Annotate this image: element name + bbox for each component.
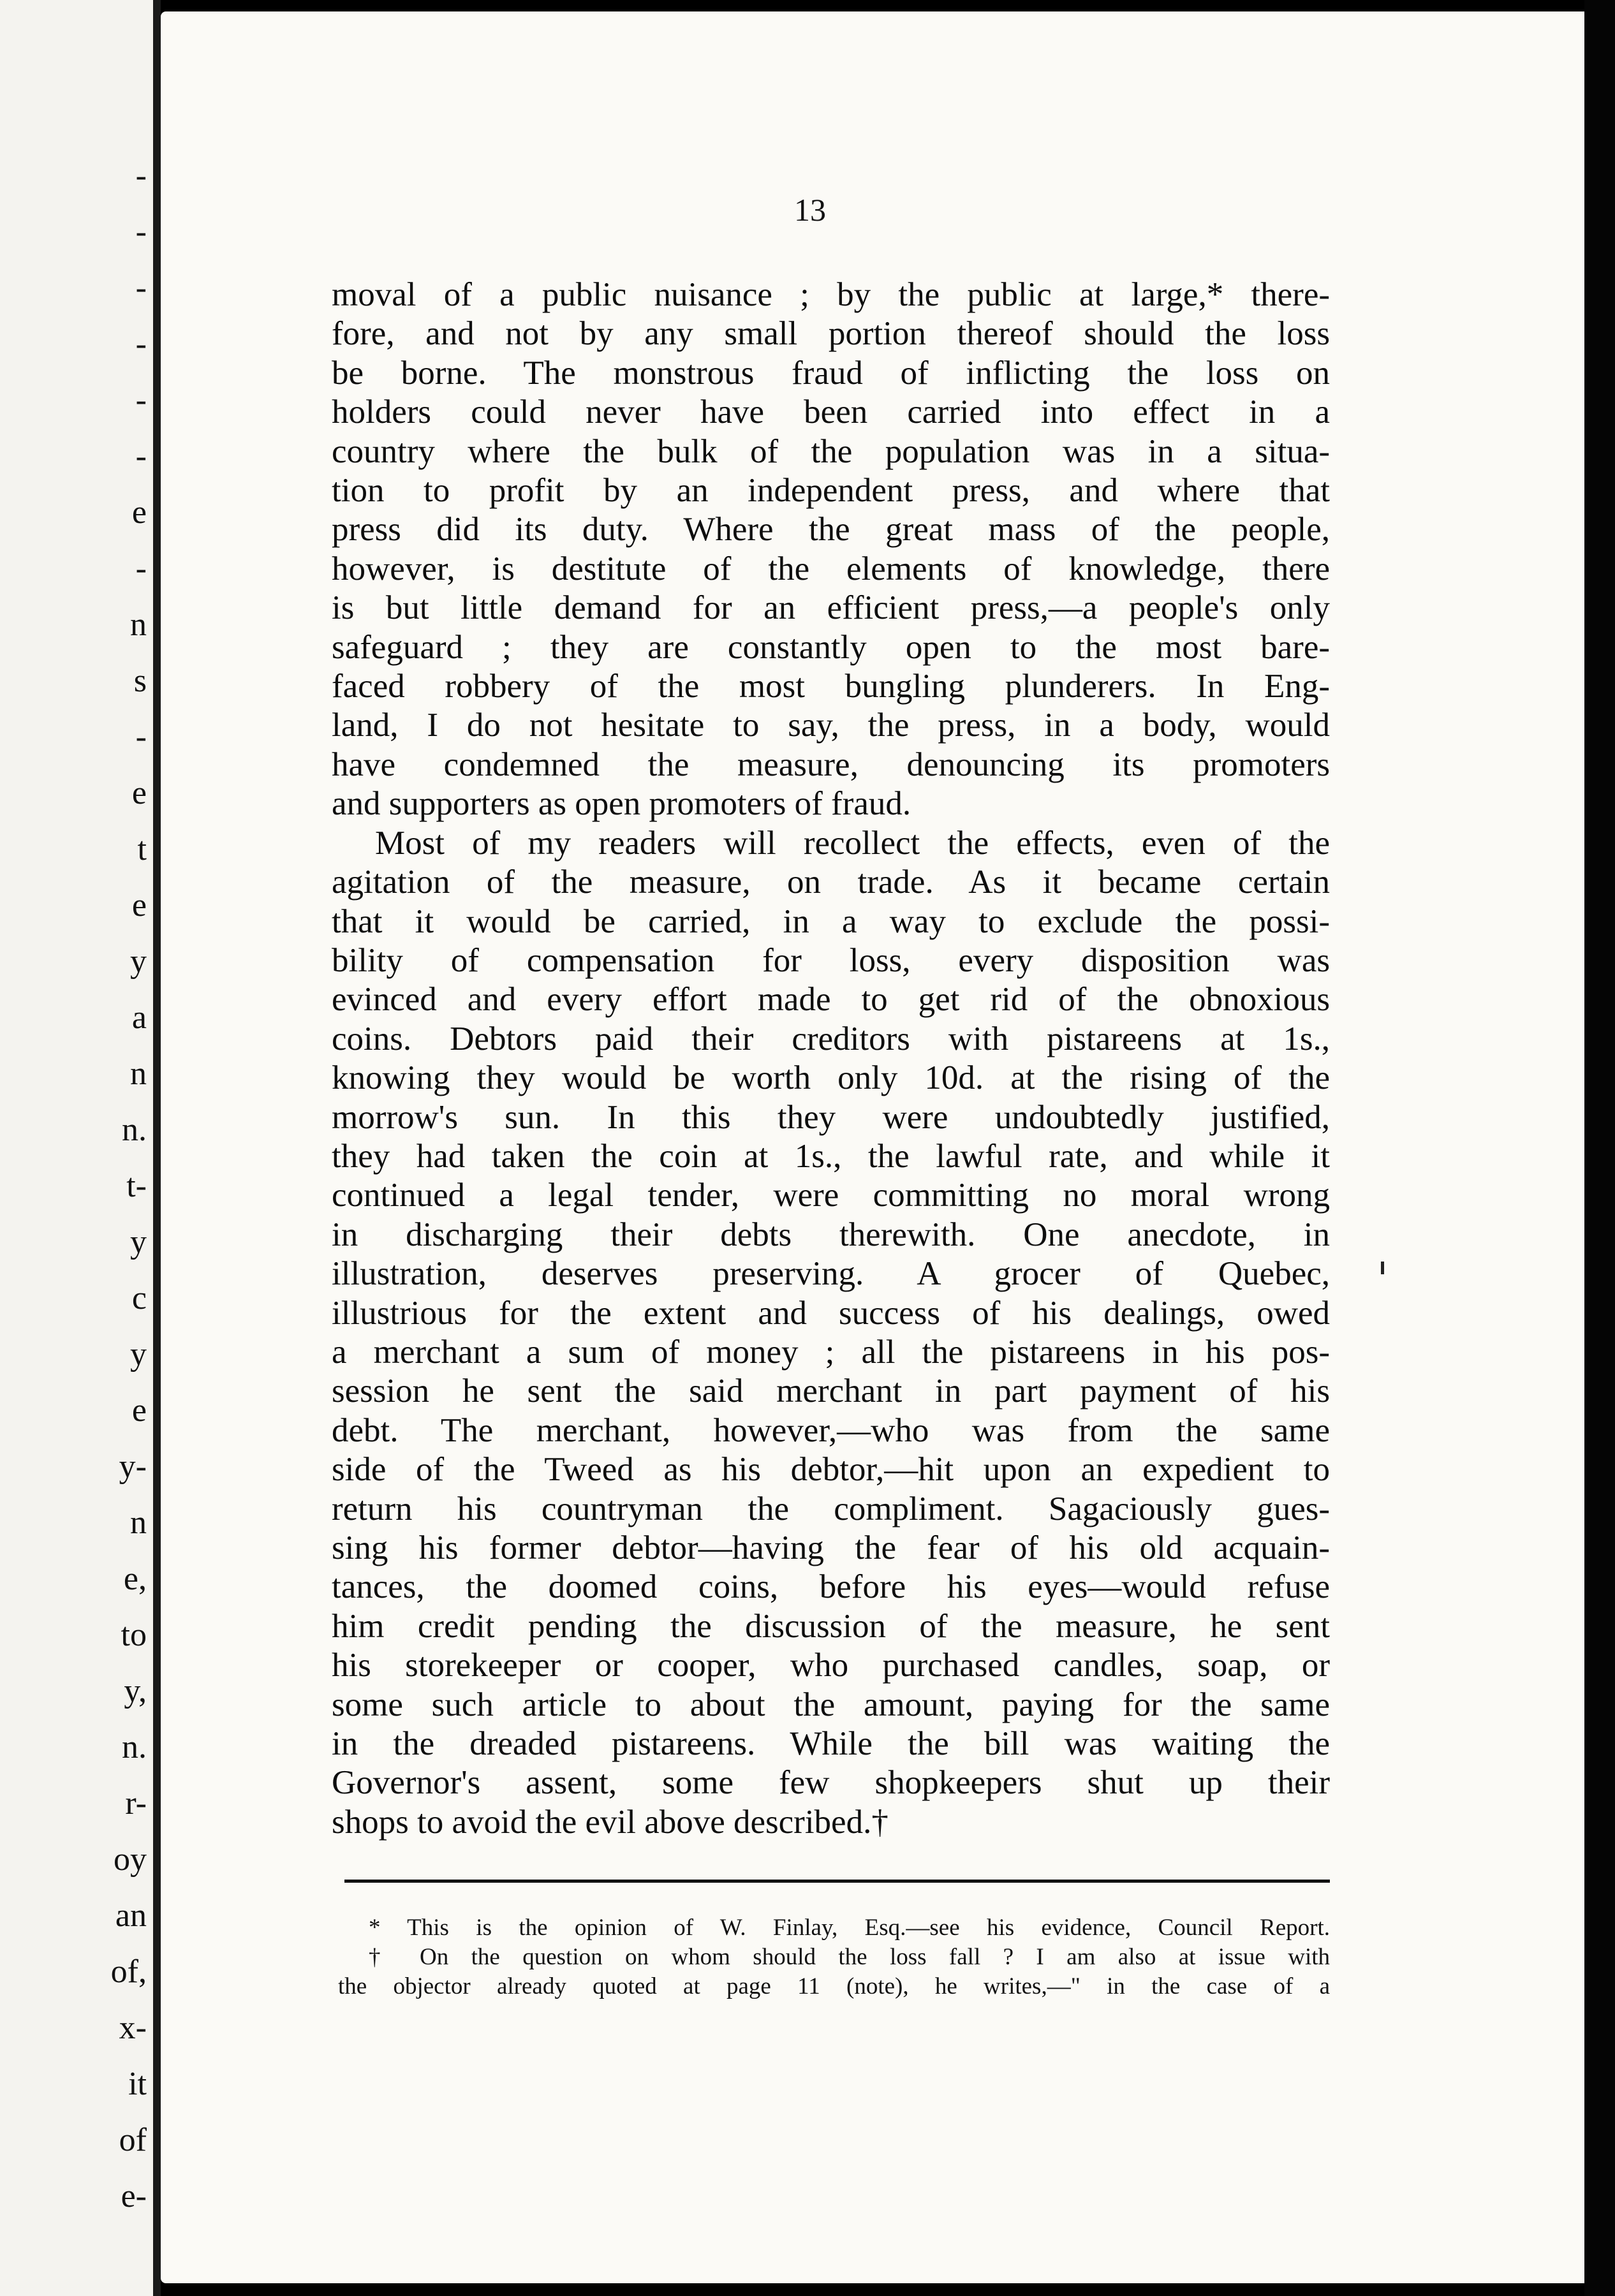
facing-page-fragment: e bbox=[131, 887, 147, 924]
text-line: in discharging their debts therewith. One anecdote, in bbox=[332, 1216, 1330, 1253]
text-line: shops to avoid the evil above described.† bbox=[332, 1803, 889, 1841]
text-line: tances, the doomed coins, before his eyes—would refuse bbox=[332, 1568, 1330, 1606]
text-line: however, is destitute of the elements of knowledge, there bbox=[332, 550, 1330, 587]
text-line: and supporters as open promoters of fraud. bbox=[332, 785, 911, 823]
facing-page-fragment: - bbox=[135, 214, 147, 250]
text-line: they had taken the coin at 1s., the lawful rate, and while it bbox=[332, 1137, 1330, 1175]
text-line: have condemned the measure, denouncing its promoters bbox=[332, 746, 1330, 783]
facing-page-fragment: y bbox=[130, 1336, 147, 1372]
facing-page-fragment: - bbox=[135, 382, 147, 418]
facing-page-fragment: t bbox=[137, 831, 147, 867]
facing-page-fragment: n bbox=[130, 1056, 147, 1092]
facing-page-fragment: x- bbox=[119, 2010, 147, 2046]
footnote-line: the objector already quoted at page 11 (note), he writes,—" in the case of a bbox=[338, 1973, 1330, 1999]
facing-page-fragment: - bbox=[135, 270, 147, 306]
text-line: illustration, deserves preserving. A grocer of Quebec, bbox=[332, 1255, 1330, 1293]
facing-page-fragment: of, bbox=[110, 1954, 147, 1990]
text-line: him credit pending the discussion of the measure, he sent bbox=[332, 1607, 1330, 1645]
facing-page-fragment: n. bbox=[122, 1729, 147, 1765]
facing-page-fragment: - bbox=[135, 158, 147, 194]
text-line: debt. The merchant, however,—who was from the same bbox=[332, 1411, 1330, 1449]
facing-page-fragment: a bbox=[131, 999, 147, 1036]
text-line: coins. Debtors paid their creditors with pistareens at 1s., bbox=[332, 1020, 1330, 1057]
text-line: side of the Tweed as his debtor,—hit upon an expedient to bbox=[332, 1451, 1330, 1489]
facing-page-fragment: t- bbox=[126, 1168, 147, 1204]
text-line: holders could never have been carried into effect in a bbox=[332, 394, 1330, 431]
page-right-shadow bbox=[1584, 0, 1615, 2296]
text-line: be borne. The monstrous fraud of inflicting the loss on bbox=[332, 354, 1330, 392]
facing-page-fragment: y- bbox=[119, 1448, 147, 1485]
footnote-rule bbox=[344, 1880, 1330, 1883]
facing-page-fragment: - bbox=[135, 326, 147, 362]
facing-page-fragment: n bbox=[130, 607, 147, 643]
text-line: fore, and not by any small portion thereof should the loss bbox=[332, 315, 1330, 353]
text-line: session he sent the said merchant in part payment of his bbox=[332, 1372, 1330, 1410]
text-line: tion to profit by an independent press, and where that bbox=[332, 472, 1330, 510]
facing-page-fragment: c bbox=[131, 1280, 147, 1316]
facing-page-fragment: - bbox=[135, 719, 147, 755]
facing-page-fragment: y bbox=[130, 943, 147, 980]
facing-page-fragment: e bbox=[131, 494, 147, 531]
text-line: continued a legal tender, were committing no moral wrong bbox=[332, 1177, 1330, 1214]
facing-page-fragment: r- bbox=[125, 1785, 147, 1821]
text-line: Most of my readers will recollect the effects, even of the bbox=[375, 824, 1330, 862]
facing-page-fragment: e, bbox=[123, 1561, 147, 1597]
text-line: sing his former debtor—having the fear of his old acquain- bbox=[332, 1529, 1330, 1566]
text-line: is but little demand for an efficient press,—a people's only bbox=[332, 589, 1330, 627]
facing-page-fragment: n bbox=[130, 1505, 147, 1541]
text-line: safeguard ; they are constantly open to the most bare- bbox=[332, 628, 1330, 666]
footnote-line: * This is the opinion of W. Finlay, Esq.—see his evidence, Council Report. bbox=[369, 1915, 1330, 1941]
footnotes bbox=[338, 1913, 1330, 2001]
facing-page-fragment: - bbox=[135, 438, 147, 475]
text-line: in the dreaded pistareens. While the bill was waiting the bbox=[332, 1725, 1330, 1763]
text-line: his storekeeper or cooper, who purchased candles, soap, or bbox=[332, 1647, 1330, 1684]
facing-page-edge bbox=[0, 0, 153, 2296]
facing-page-fragment: s bbox=[133, 663, 147, 699]
page-number: 13 bbox=[794, 192, 826, 228]
text-line: knowing they would be worth only 10d. at the rising of the bbox=[332, 1059, 1330, 1097]
text-line: agitation of the measure, on trade. As it became certain bbox=[332, 864, 1330, 901]
text-line: a merchant a sum of money ; all the pistareens in his pos- bbox=[332, 1333, 1330, 1371]
facing-page-fragment: oy bbox=[114, 1841, 147, 1878]
facing-page-fragment: e bbox=[131, 1392, 147, 1429]
text-line: bility of compensation for loss, every disposition was bbox=[332, 941, 1330, 979]
facing-page-fragment: e- bbox=[121, 2178, 147, 2214]
text-line: press did its duty. Where the great mass of the people, bbox=[332, 511, 1330, 548]
text-line: illustrious for the extent and success of his dealings, owed bbox=[332, 1294, 1330, 1332]
facing-page-fragment: it bbox=[128, 2066, 147, 2102]
text-line: return his countryman the compliment. Sagaciously gues- bbox=[332, 1490, 1330, 1527]
text-line: evinced and every effort made to get rid of the obnoxious bbox=[332, 981, 1330, 1019]
facing-page-fragment: an bbox=[115, 1897, 147, 1934]
facing-page-fragment: of bbox=[119, 2122, 147, 2158]
footnote-line: † On the question on whom should the loss fall ? I am also at issue with bbox=[369, 1944, 1330, 1970]
text-line: land, I do not hesitate to say, the press, in a body, would bbox=[332, 707, 1330, 744]
text-line: Governor's assent, some few shopkeepers shut up their bbox=[332, 1764, 1330, 1802]
text-line: faced robbery of the most bungling plunderers. In Eng- bbox=[332, 668, 1330, 705]
facing-page-fragment: to bbox=[121, 1617, 147, 1653]
text-line: country where the bulk of the population was in a situa- bbox=[332, 432, 1330, 470]
stray-mark bbox=[1381, 1262, 1384, 1274]
facing-page-fragment: y, bbox=[124, 1673, 147, 1709]
text-line: morrow's sun. In this they were undoubtedly justified, bbox=[332, 1098, 1330, 1136]
facing-page-fragment: n. bbox=[122, 1112, 147, 1148]
body-text bbox=[332, 276, 1330, 1842]
facing-page-fragment: - bbox=[135, 550, 147, 587]
text-line: some such article to about the amount, paying for the same bbox=[332, 1686, 1330, 1723]
facing-page-fragments bbox=[0, 0, 153, 2296]
facing-page-fragment: e bbox=[131, 775, 147, 811]
book-gutter bbox=[153, 0, 161, 2296]
facing-page-fragment: y bbox=[130, 1224, 147, 1260]
text-line: that it would be carried, in a way to exclude the possi- bbox=[332, 902, 1330, 940]
text-line: moval of a public nuisance ; by the public at large,* there- bbox=[332, 276, 1330, 313]
